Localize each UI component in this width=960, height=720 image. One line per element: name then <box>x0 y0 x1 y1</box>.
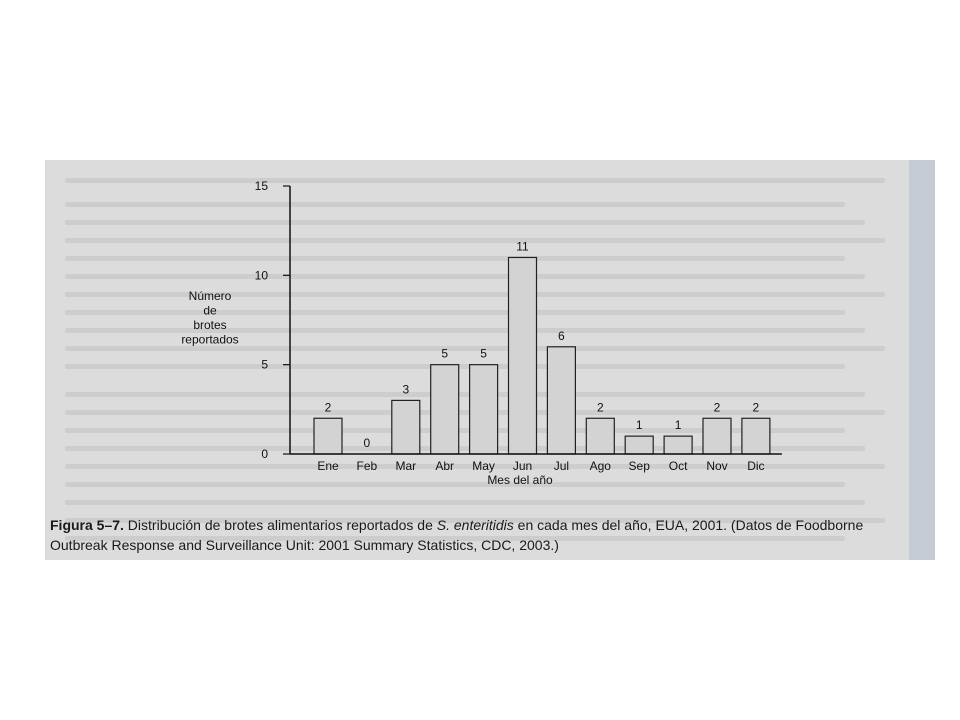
x-tick-label: Ene <box>317 459 339 473</box>
y-axis-title-line: de <box>203 303 217 318</box>
x-tick-label: Feb <box>356 459 378 473</box>
x-axis-title: Mes del año <box>487 473 553 487</box>
bar <box>742 418 770 454</box>
y-tick-label: 0 <box>261 447 268 461</box>
bar-value-label: 5 <box>480 346 487 361</box>
bar <box>703 418 731 454</box>
bar <box>625 436 653 454</box>
bar <box>314 418 342 454</box>
x-tick-label: May <box>472 459 495 473</box>
x-tick-label: Dic <box>747 459 765 473</box>
x-tick-label: Jun <box>512 459 533 473</box>
bar <box>431 365 459 454</box>
y-axis-title-line: brotes <box>193 318 227 332</box>
y-axis-title-line: reportados <box>181 332 239 347</box>
x-tick-label: Oct <box>668 459 688 473</box>
x-tick-label: Nov <box>706 459 728 473</box>
caption-text-after: en cada mes del año, EUA, 2001. (Datos de Foodborne Outbreak Response and Surveillance Unit: 2001 Summary Statistics, CDC, 2003.) <box>50 517 864 553</box>
bar <box>547 347 575 454</box>
bar-value-label: 1 <box>674 418 682 433</box>
bar-value-label: 5 <box>441 346 449 361</box>
bar-value-label: 6 <box>558 328 565 343</box>
x-tick-label: Sep <box>628 459 650 473</box>
x-tick-label: Abr <box>435 459 455 473</box>
x-tick-label: Mar <box>395 459 417 473</box>
bar <box>586 418 614 454</box>
figure-caption <box>50 515 910 555</box>
bar-value-label: 3 <box>402 382 410 397</box>
bar-value-label: 1 <box>635 418 643 433</box>
y-tick-label: 5 <box>261 357 268 372</box>
bar-value-label: 11 <box>516 239 529 254</box>
x-tick-label: Jul <box>553 459 570 473</box>
bar-value-label: 2 <box>713 400 721 415</box>
y-axis-title-line: Número <box>188 289 232 303</box>
caption-species: S. enteritidis <box>436 517 514 533</box>
bar <box>470 365 498 454</box>
x-tick-label: Ago <box>589 459 611 473</box>
bar-value-label: 0 <box>363 436 371 450</box>
caption-label: Figura 5–7. <box>50 517 124 533</box>
bar-value-label: 2 <box>596 400 604 415</box>
caption-text-before: Distribución de brotes alimentarios reportados de <box>123 517 437 533</box>
bar-value-label: 2 <box>324 400 332 415</box>
y-tick-label: 10 <box>254 268 268 283</box>
bar-value-label: 2 <box>752 400 760 415</box>
bar <box>664 436 692 454</box>
bar <box>509 257 537 454</box>
bar <box>392 400 420 454</box>
y-tick-label: 15 <box>254 179 268 193</box>
